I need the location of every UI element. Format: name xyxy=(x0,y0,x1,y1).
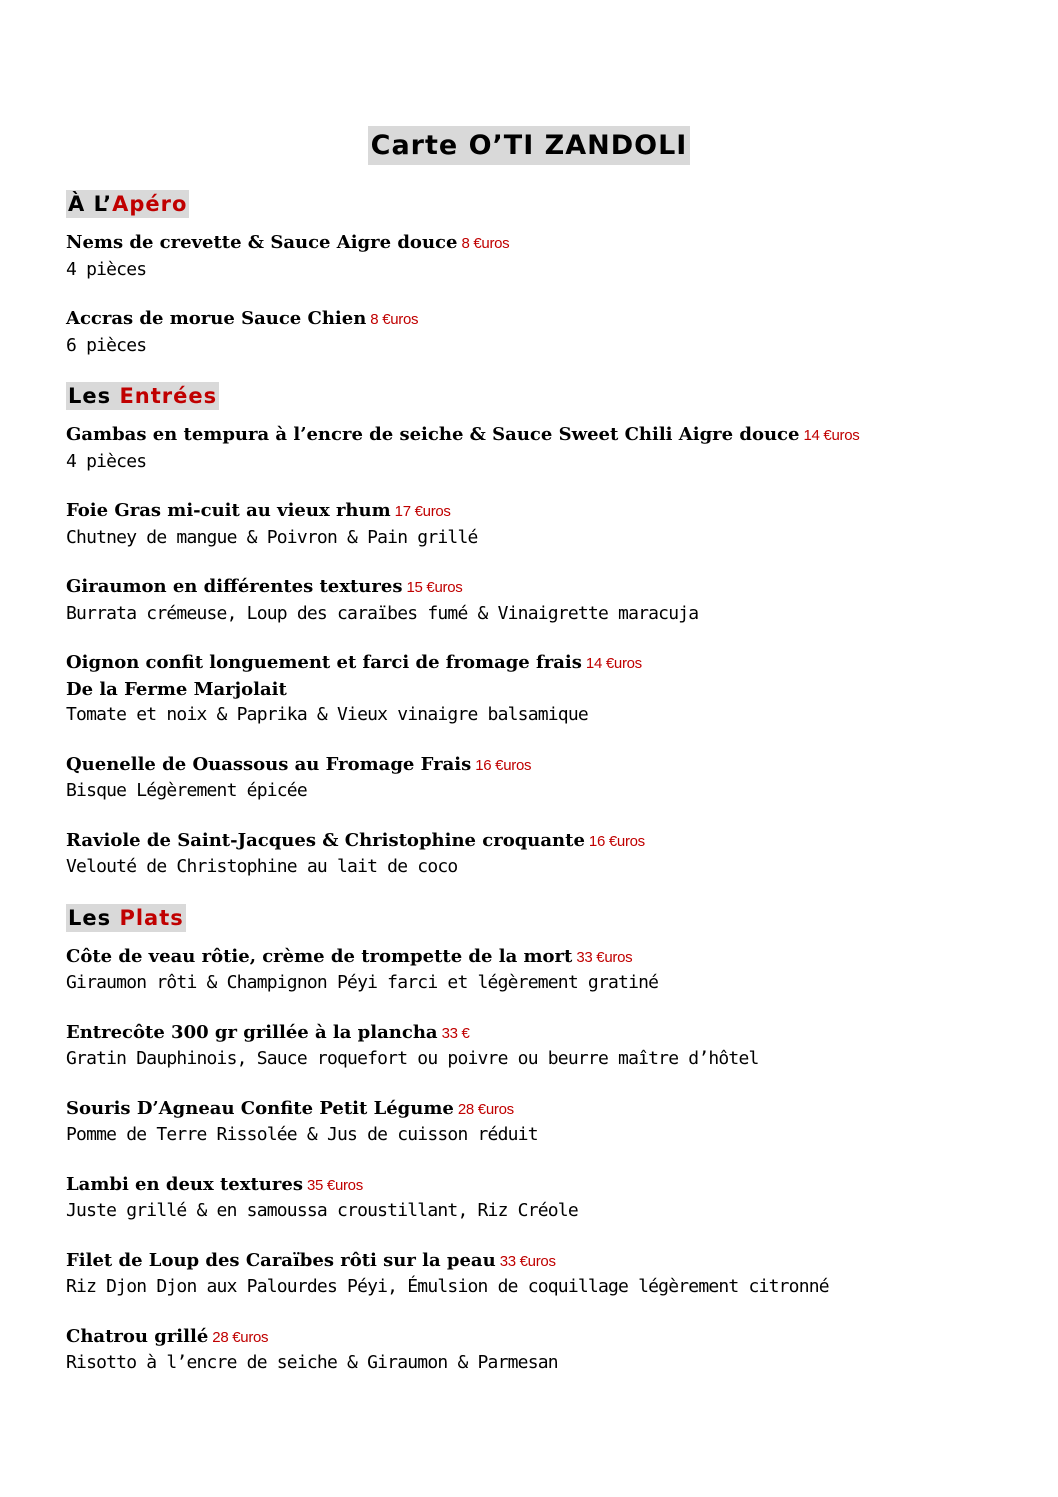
dish-name: Côte de veau rôtie, crème de trompette de la mort xyxy=(66,945,573,967)
dish-price: 33 €uros xyxy=(576,948,633,966)
dish-name: Nems de crevette & Sauce Aigre douce xyxy=(66,232,458,253)
menu-item xyxy=(66,1096,1026,1148)
dish-description: Pomme de Terre Rissolée & Jus de cuisson réduit xyxy=(66,1124,538,1145)
dish-description: Riz Djon Djon aux Palourdes Péyi, Émulsion de coquillage légèrement citronné xyxy=(66,1276,829,1297)
menu-item xyxy=(66,574,1026,626)
dish-name: Lambi en deux textures xyxy=(66,1173,303,1195)
section-heading-plain: Les xyxy=(68,905,120,930)
dish-name: Accras de morue Sauce Chien xyxy=(66,308,367,329)
dish-price: 14 €uros xyxy=(803,427,860,444)
dish-price: 33 € xyxy=(441,1024,470,1042)
dish-name-line-2: De la Ferme Marjolait xyxy=(66,678,287,700)
dish-name: Gambas en tempura à l’encre de seiche & Sauce Sweet Chili Aigre douce xyxy=(66,424,800,445)
dish-description: Velouté de Christophine au lait de coco xyxy=(66,856,458,877)
menu-item xyxy=(66,1020,1026,1072)
dish-name: Foie Gras mi-cuit au vieux rhum xyxy=(66,500,391,521)
dish-price: 8 €uros xyxy=(461,235,510,252)
dish-description: 4 pièces xyxy=(66,258,147,280)
section-heading-plain: À L’ xyxy=(68,192,113,216)
dish-name: Souris D’Agneau Confite Petit Légume xyxy=(66,1097,454,1119)
dish-description: Bisque Légèrement épicée xyxy=(66,780,307,801)
dish-description: Giraumon rôti & Champignon Péyi farci et légèrement gratiné xyxy=(66,972,659,993)
menu-item xyxy=(66,1172,1026,1224)
dish-description: 6 pièces xyxy=(66,334,147,356)
dish-description: Risotto à l’encre de seiche & Giraumon & Parmesan xyxy=(66,1352,558,1373)
dish-description: 4 pièces xyxy=(66,450,147,472)
menu-item xyxy=(66,498,1026,550)
dish-price: 14 €uros xyxy=(585,655,642,672)
menu-item xyxy=(66,944,1026,996)
dish-price: 8 €uros xyxy=(370,311,419,328)
menu-item xyxy=(66,230,1026,282)
dish-name: Giraumon en différentes textures xyxy=(66,576,403,597)
dish-name: Quenelle de Ouassous au Fromage Frais xyxy=(66,753,472,775)
dish-description: Juste grillé & en samoussa croustillant, Riz Créole xyxy=(66,1200,578,1221)
dish-description: Gratin Dauphinois, Sauce roquefort ou poivre ou beurre maître d’hôtel xyxy=(66,1048,759,1069)
section-heading-accent: Entrées xyxy=(119,384,218,408)
menu-item xyxy=(66,752,1026,804)
title-wrap xyxy=(0,126,1058,165)
menu-item xyxy=(66,650,1026,728)
section-apero xyxy=(66,190,1026,358)
dish-price: 28 €uros xyxy=(457,1100,514,1118)
section-heading-plain: Les xyxy=(68,384,120,408)
dish-price: 35 €uros xyxy=(306,1176,363,1194)
section-heading xyxy=(66,382,219,410)
menu-item xyxy=(66,1324,1026,1376)
dish-price: 15 €uros xyxy=(406,579,463,596)
section-heading xyxy=(66,190,189,218)
dish-name: Raviole de Saint-Jacques & Christophine croquante xyxy=(66,829,585,851)
page-title: Carte O’TI ZANDOLI xyxy=(368,126,691,165)
menu-item xyxy=(66,422,1026,474)
dish-price: 16 €uros xyxy=(475,756,532,774)
dish-price: 28 €uros xyxy=(212,1328,269,1346)
menu-item xyxy=(66,1248,1026,1300)
dish-price: 33 €uros xyxy=(499,1252,556,1270)
dish-description: Chutney de mangue & Poivron & Pain grillé xyxy=(66,526,478,548)
dish-description: Tomate et noix & Paprika & Vieux vinaigre balsamique xyxy=(66,704,588,725)
dish-description: Burrata crémeuse, Loup des caraïbes fumé & Vinaigrette maracuja xyxy=(66,602,699,624)
section-heading-accent: Apéro xyxy=(112,192,188,216)
section-heading-accent: Plats xyxy=(119,905,184,930)
menu-item xyxy=(66,828,1026,880)
menu-item xyxy=(66,306,1026,358)
dish-price: 17 €uros xyxy=(394,503,451,520)
dish-name: Filet de Loup des Caraïbes rôti sur la peau xyxy=(66,1249,496,1271)
dish-name: Oignon confit longuement et farci de fromage frais xyxy=(66,652,582,673)
section-heading xyxy=(66,904,186,932)
menu-content xyxy=(66,190,1026,1400)
dish-name: Entrecôte 300 gr grillée à la plancha xyxy=(66,1021,438,1043)
section-entrees xyxy=(66,382,1026,880)
dish-name: Chatrou grillé xyxy=(66,1325,209,1347)
section-plats xyxy=(66,904,1026,1376)
dish-price: 16 €uros xyxy=(588,832,645,850)
